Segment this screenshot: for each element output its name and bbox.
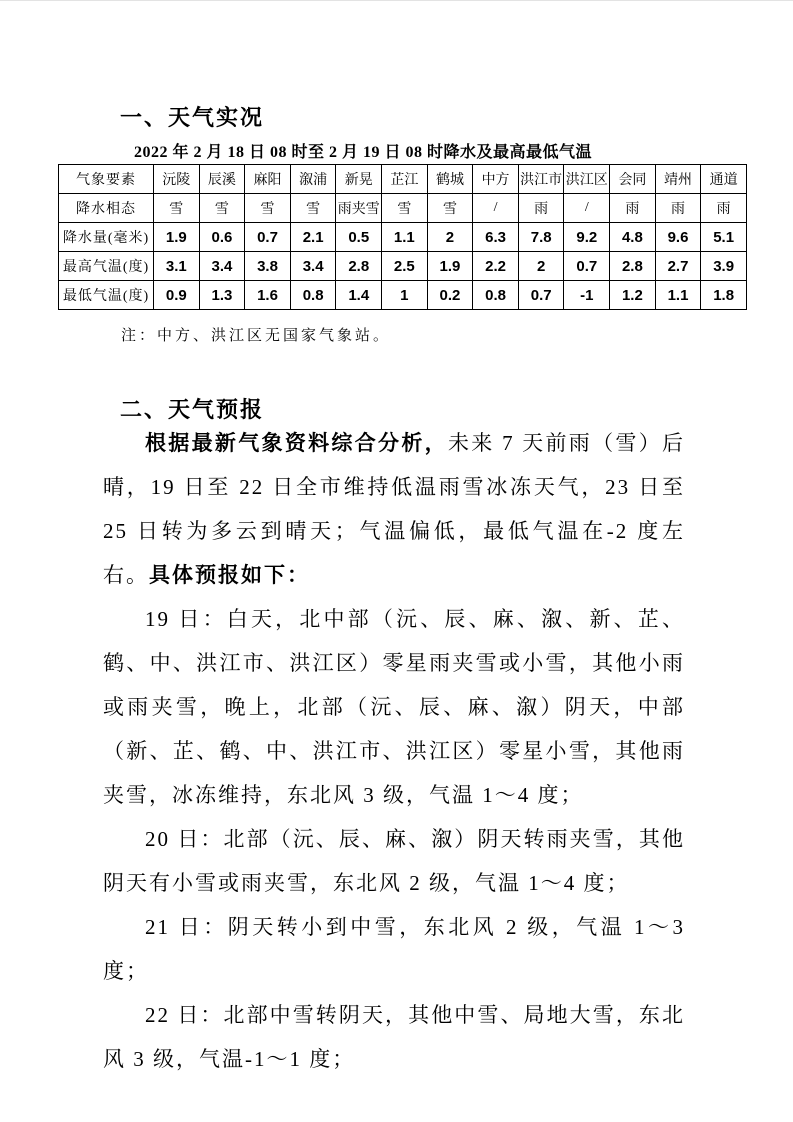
row-label-cell: 降水相态 <box>59 194 154 223</box>
value-cell: 1.4 <box>336 281 382 310</box>
value-cell: 雪 <box>382 194 428 223</box>
intro-tail-bold: 具体预报如下： <box>149 563 310 587</box>
value-cell: 0.9 <box>154 281 200 310</box>
section1-heading: 一、天气实况 <box>120 105 265 130</box>
value-cell: 2.8 <box>336 252 382 281</box>
station-header-cell: 靖州 <box>655 165 701 194</box>
value-cell: 0.5 <box>336 223 382 252</box>
station-header-cell: 洪江市 <box>518 165 564 194</box>
value-cell: 1.9 <box>427 252 473 281</box>
value-cell: 2 <box>518 252 564 281</box>
intro-lead-bold: 根据最新气象资料综合分析， <box>145 431 448 455</box>
station-header-cell: 芷江 <box>382 165 428 194</box>
value-cell: 3.8 <box>245 252 291 281</box>
value-cell: / <box>564 194 610 223</box>
value-cell: 0.6 <box>199 223 245 252</box>
daily-forecast-paragraph: 22 日：北部中雪转阴天，其他中雪、局地大雪，东北风 3 级，气温-1～1 度； <box>103 1003 685 1071</box>
row-label-cell: 最高气温(度) <box>59 252 154 281</box>
station-header-cell: 会同 <box>610 165 656 194</box>
value-cell: 雨夹雪 <box>336 194 382 223</box>
value-cell: 7.8 <box>518 223 564 252</box>
table-data-row <box>59 281 747 310</box>
value-cell: 3.4 <box>199 252 245 281</box>
value-cell: 1.9 <box>154 223 200 252</box>
value-cell: 雪 <box>290 194 336 223</box>
value-cell: 2.8 <box>610 252 656 281</box>
value-cell: 2.5 <box>382 252 428 281</box>
value-cell: 1 <box>382 281 428 310</box>
station-header-cell: 新晃 <box>336 165 382 194</box>
value-cell: 雨 <box>701 194 747 223</box>
value-cell: 1.3 <box>199 281 245 310</box>
value-cell: 3.9 <box>701 252 747 281</box>
value-cell: 雪 <box>427 194 473 223</box>
daily-forecast-paragraph: 21 日：阴天转小到中雪，东北风 2 级，气温 1～3 度； <box>103 915 685 983</box>
value-cell: 5.1 <box>701 223 747 252</box>
value-cell: 0.8 <box>290 281 336 310</box>
value-cell: 1.2 <box>610 281 656 310</box>
station-header-cell: 洪江区 <box>564 165 610 194</box>
value-cell: 雪 <box>199 194 245 223</box>
value-cell: 6.3 <box>473 223 519 252</box>
value-cell: 1.1 <box>382 223 428 252</box>
value-cell: 0.8 <box>473 281 519 310</box>
station-header-cell: 麻阳 <box>245 165 291 194</box>
forecast-body <box>103 421 685 1081</box>
intro-body-text: 未来 7 天前雨（雪）后晴，19 日至 22 日全市维持低温雨雪冰冻天气，23 日至 25 日转为多云到晴天；气温偏低，最低气温在-2 度左右。 <box>103 431 686 587</box>
section2-heading: 二、天气预报 <box>120 397 265 422</box>
weather-table-title: 2022 年 2 月 18 日 08 时至 2 月 19 日 08 时降水及最高最低气温 <box>133 144 592 161</box>
value-cell: 雨 <box>655 194 701 223</box>
value-cell: 0.7 <box>518 281 564 310</box>
value-cell: 2 <box>427 223 473 252</box>
value-cell: 2.1 <box>290 223 336 252</box>
value-cell: 雨 <box>518 194 564 223</box>
value-cell: 0.7 <box>564 252 610 281</box>
value-cell: -1 <box>564 281 610 310</box>
station-header-cell: 溆浦 <box>290 165 336 194</box>
value-cell: 9.2 <box>564 223 610 252</box>
table-header-row <box>59 165 747 194</box>
station-header-cell: 鹤城 <box>427 165 473 194</box>
value-cell: 0.7 <box>245 223 291 252</box>
station-header-cell: 通道 <box>701 165 747 194</box>
table-data-row <box>59 223 747 252</box>
forecast-intro-paragraph <box>103 421 685 597</box>
value-cell: 雪 <box>245 194 291 223</box>
value-cell: 1.8 <box>701 281 747 310</box>
station-header-cell: 辰溪 <box>199 165 245 194</box>
row-label-cell: 最低气温(度) <box>59 281 154 310</box>
table-corner-cell: 气象要素 <box>59 165 154 194</box>
value-cell: 9.6 <box>655 223 701 252</box>
daily-forecast-paragraph: 20 日：北部（沅、辰、麻、溆）阴天转雨夹雪，其他阴天有小雪或雨夹雪，东北风 2 级，气温 1～4 度； <box>103 827 685 895</box>
value-cell: 0.2 <box>427 281 473 310</box>
station-header-cell: 中方 <box>473 165 519 194</box>
table-data-row <box>59 252 747 281</box>
value-cell: 1.6 <box>245 281 291 310</box>
daily-forecast-list <box>103 597 685 1081</box>
value-cell: / <box>473 194 519 223</box>
station-header-cell: 沅陵 <box>154 165 200 194</box>
value-cell: 2.7 <box>655 252 701 281</box>
table-footnote: 注：中方、洪江区无国家气象站。 <box>121 328 392 344</box>
table-data-row <box>59 194 747 223</box>
value-cell: 1.1 <box>655 281 701 310</box>
value-cell: 3.1 <box>154 252 200 281</box>
weather-table <box>58 164 747 310</box>
daily-forecast-paragraph: 19 日：白天，北中部（沅、辰、麻、溆、新、芷、鹤、中、洪江市、洪江区）零星雨夹雪或小雪，其他小雨或雨夹雪，晚上，北部（沅、辰、麻、溆）阴天，中部（新、芷、鹤、中、洪江市、洪江区）零星小雪，其他雨夹雪，冰冻维持，东北风 3 级，气温 1～4 度； <box>103 607 685 807</box>
value-cell: 雪 <box>154 194 200 223</box>
value-cell: 3.4 <box>290 252 336 281</box>
row-label-cell: 降水量(毫米) <box>59 223 154 252</box>
value-cell: 4.8 <box>610 223 656 252</box>
value-cell: 雨 <box>610 194 656 223</box>
value-cell: 2.2 <box>473 252 519 281</box>
